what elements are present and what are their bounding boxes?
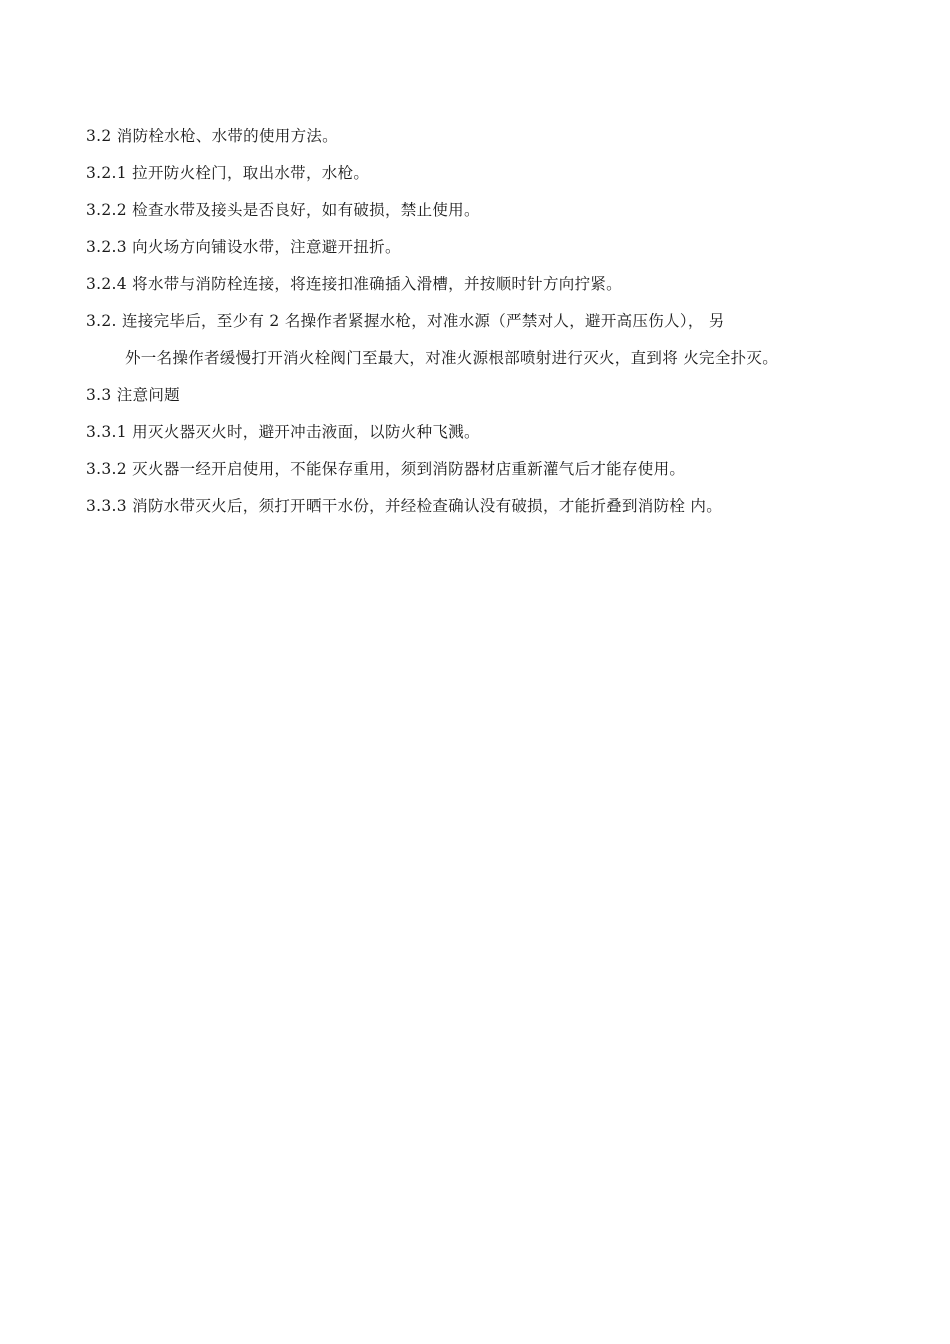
- list-item-multiline: [86, 303, 826, 377]
- list-item: 3.2.2 检查水带及接头是否良好，如有破损，禁止使用。: [86, 201, 480, 219]
- paragraph-first-line: 3.2. 连接完毕后，至少有 2 名操作者紧握水枪，对准水源（严禁对人，避开高压伤人）， 另: [86, 312, 725, 330]
- list-item: 3.2.3 向火场方向铺设水带，注意避开扭折。: [86, 238, 401, 256]
- list-item: 3.3.2 灭火器一经开启使用，不能保存重用，须到消防器材店重新灌气后才能存使用。: [86, 460, 686, 478]
- document-body: [86, 118, 826, 525]
- list-item: 3.2.4 将水带与消防栓连接，将连接扣准确插入滑槽，并按顺时针方向拧紧。: [86, 275, 622, 293]
- section-heading: 3.2 消防栓水枪、水带的使用方法。: [86, 127, 338, 145]
- paragraph-continuation: 外一名操作者缓慢打开消火栓阀门至最大，对准火源根部喷射进行灭火，直到将 火完全扑灭。: [125, 349, 779, 367]
- section-heading: 3.3 注意问题: [86, 386, 180, 404]
- list-item: 3.3.3 消防水带灭火后，须打开晒干水份，并经检查确认没有破损，才能折叠到消防栓 内。: [86, 497, 722, 515]
- list-item: 3.2.1 拉开防火栓门，取出水带，水枪。: [86, 164, 370, 182]
- list-item: 3.3.1 用灭火器灭火时，避开冲击液面，以防火种飞溅。: [86, 423, 480, 441]
